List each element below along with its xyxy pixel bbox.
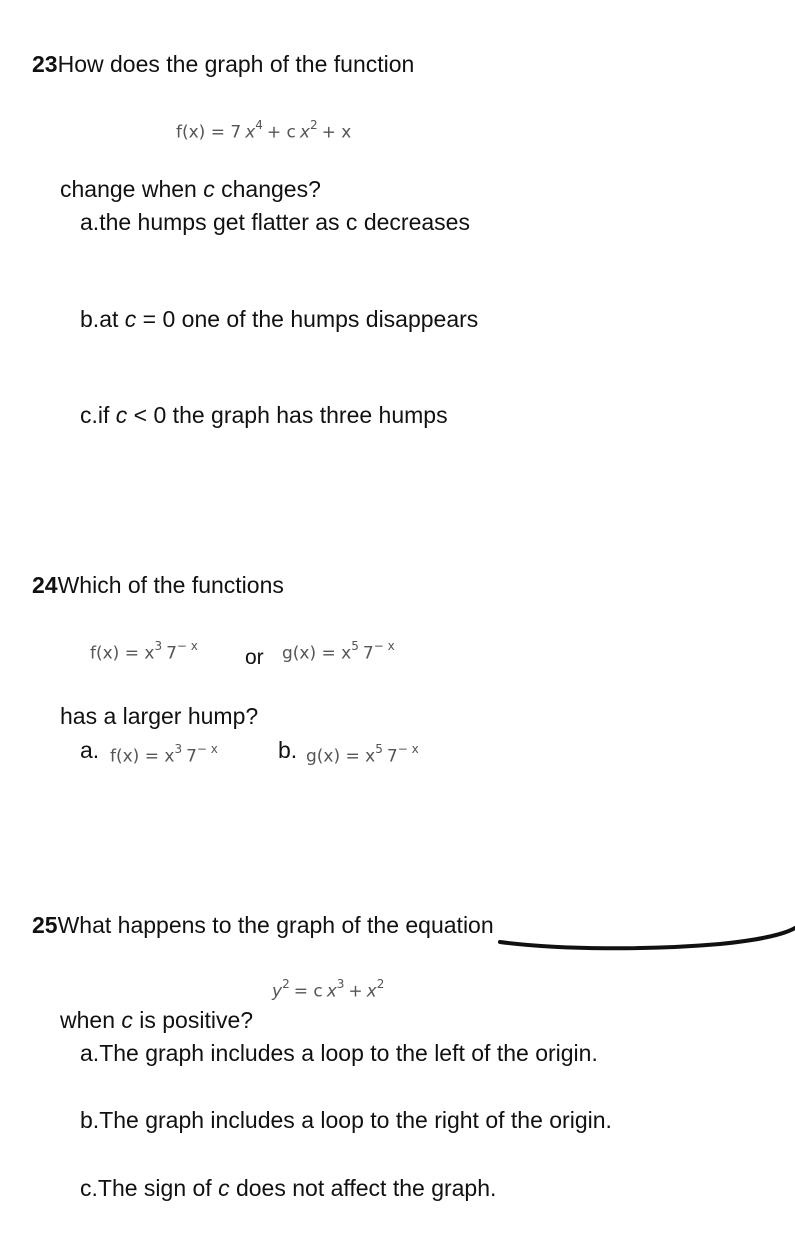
option-25-b[interactable]: b.The graph includes a loop to the right of the origin. [80,1107,612,1133]
question-number: 23 [32,51,58,77]
option-23-a[interactable]: a.the humps get flatter as c decreases [80,209,470,235]
option-24-b[interactable]: b. [278,737,298,763]
equation-23: f(x) = 7 $x^4 + c$ $x^2 + x$ [176,118,352,143]
question-number: 24 [32,572,58,598]
option-25-c[interactable]: c.The sign of c does not affect the graph. [80,1175,497,1201]
connector-or: or [245,646,264,669]
option-23-b[interactable]: b.at c = 0 one of the humps disappears [80,306,479,332]
question-text: How does the graph of the function [57,51,415,77]
equation-24-g: $g(x) = x^5$ $7^{- x}$ [282,639,395,664]
question-text: What happens to the graph of the equation [57,912,494,938]
option-24-a-equation[interactable]: $f(x) = x^3$ $7^{- x}$ [110,742,218,767]
question-24-continuation: has a larger hump? [60,703,259,729]
question-text: Which of the functions [57,572,284,598]
question-number: 25 [32,912,58,938]
option-23-c[interactable]: c.if c < 0 the graph has three humps [80,402,448,428]
question-23-continuation: change when c changes? [60,176,321,202]
option-24-b-equation[interactable]: $g(x) = x^5$ $7^{- x}$ [306,742,419,767]
equation-25: $y^2 = c$ $x^3 + x^2$ [272,977,385,1002]
equation-24-f: $f(x) = x^3$ $7^{- x}$ [90,639,198,664]
option-25-a[interactable]: a.The graph includes a loop to the left of the origin. [80,1040,598,1066]
question-25-continuation: when c is positive? [60,1007,254,1033]
option-24-a[interactable]: a. [80,737,100,763]
